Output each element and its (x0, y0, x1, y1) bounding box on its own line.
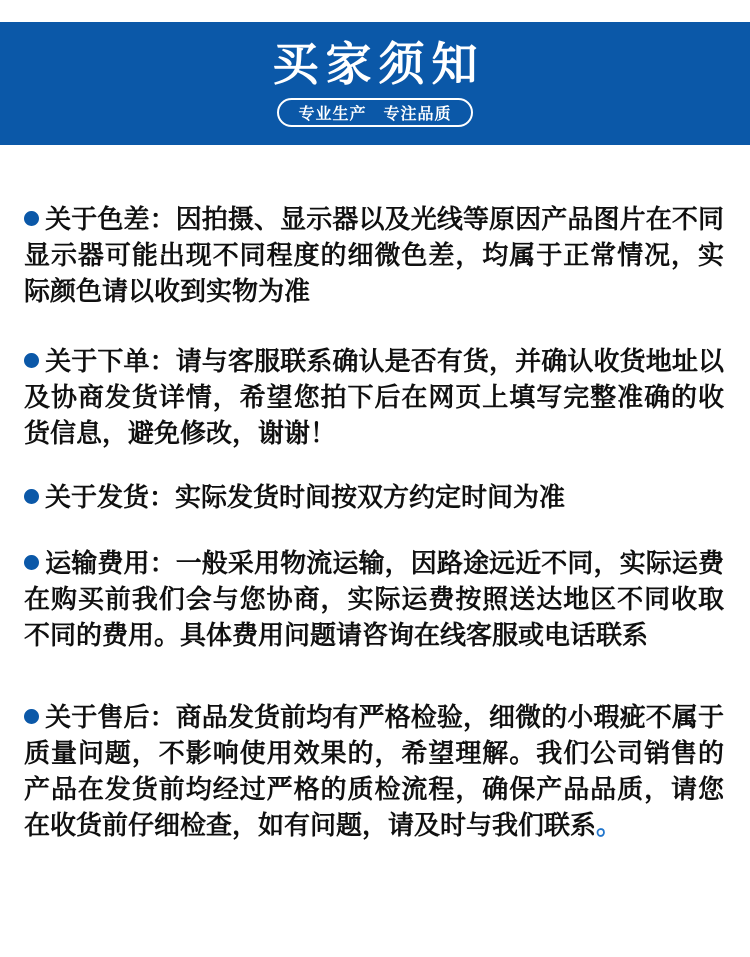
notice-text: 一般采用物流运输，因路途远近不同，实际运费在购买前我们会与您协商，实际运费按照送达地区不同收取不同的费用。具体费用问题请咨询在线客服或电话联系 (24, 548, 724, 650)
notice-period: 。 (596, 810, 623, 840)
notice-item-freight (24, 545, 724, 653)
notice-text: 因拍摄、显示器以及光线等原因产品图片在不同显示器可能出现不同程度的细微色差，均属于正常情况，实际颜色请以收到实物为准 (24, 204, 724, 306)
notice-text: 实际发货时间按双方约定时间为准 (175, 482, 566, 512)
notice-label: 关于色差： (45, 204, 176, 234)
quality-badge: 专业生产 专注品质 (277, 98, 472, 127)
notice-label: 关于下单： (45, 346, 176, 376)
notice-text: 请与客服联系确认是否有货，并确认收货地址以及协商发货详情，希望您拍下后在网页上填写完整准确的收货信息，避免修改，谢谢！ (24, 346, 724, 448)
notice-item-ordering (24, 343, 724, 451)
bullet-dot-icon (24, 555, 39, 570)
notice-item-color-difference (24, 201, 724, 309)
bullet-dot-icon (24, 353, 39, 368)
notice-label: 运输费用： (45, 548, 176, 578)
bullet-dot-icon (24, 211, 39, 226)
notice-item-shipping (24, 479, 724, 515)
page-title: 买家须知 (272, 37, 485, 90)
notices-list (0, 201, 750, 843)
notice-label: 关于发货： (45, 482, 176, 512)
notice-label: 关于售后： (45, 702, 176, 732)
bullet-dot-icon (24, 489, 39, 504)
notice-text: 商品发货前均有严格检验，细微的小瑕疵不属于质量问题，不影响使用效果的，希望理解。我们公司销售的产品在发货前均经过严格的质检流程，确保产品品质，请您在收货前仔细检查，如有问题，请及时与我们联系 (24, 702, 724, 840)
notice-item-after-sales (24, 699, 724, 843)
buyer-notice-page (0, 22, 750, 957)
bullet-dot-icon (24, 709, 39, 724)
header-banner (0, 22, 750, 145)
